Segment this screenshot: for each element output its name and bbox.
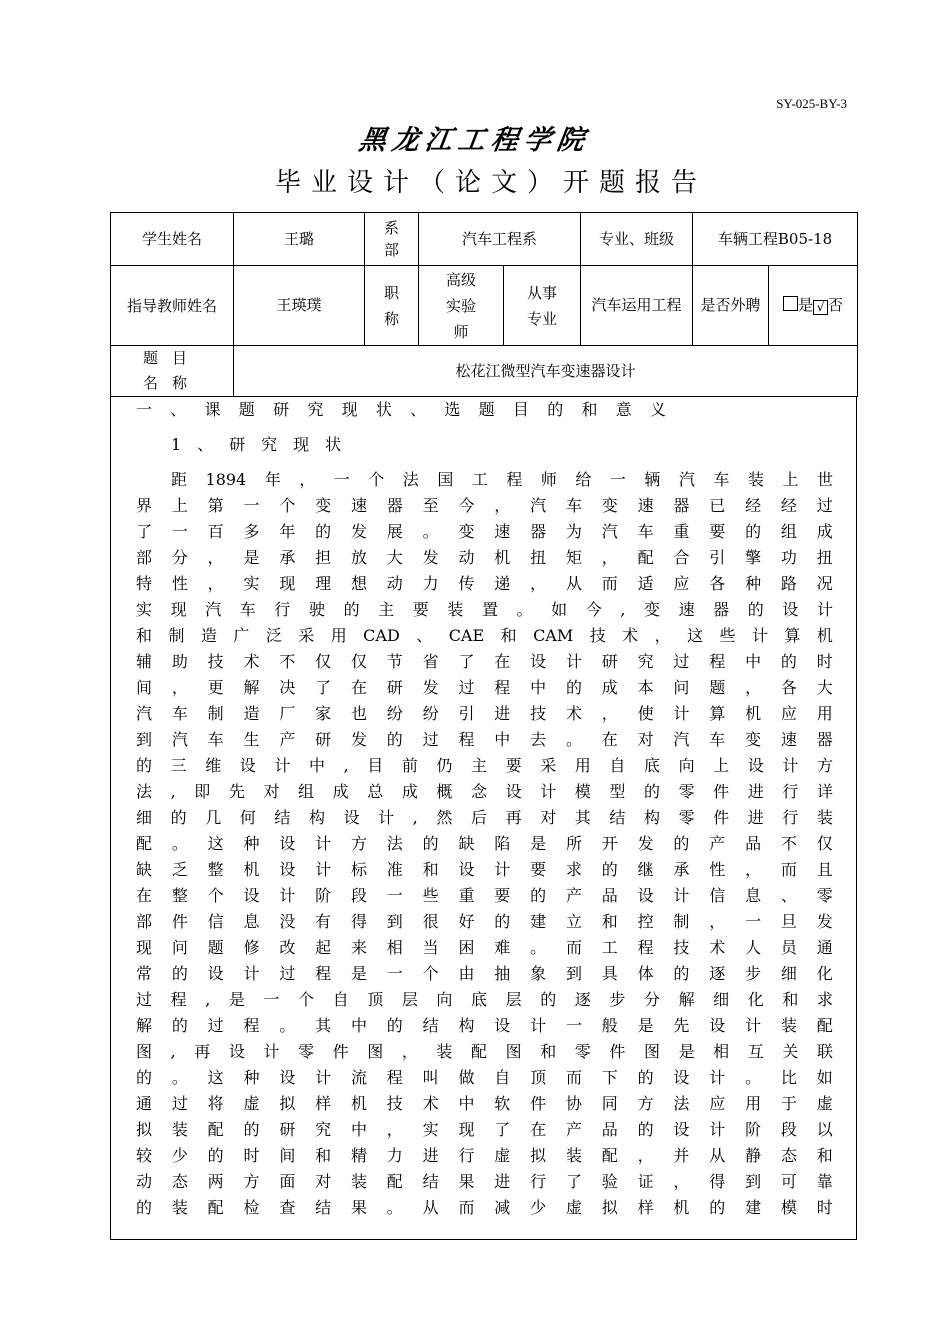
body-line: 到 汽 车 生 产 研 发 的 过 程 中 去 。 在 对 汽 车 变 速 器 (136, 730, 833, 749)
advisor-label-text: 指导教师姓名 (127, 296, 218, 315)
major-label: 专业、班级 (581, 213, 693, 266)
body-line: 图 , 再 设 计 零 件 图 ， 装 配 图 和 零 件 图 是 相 互 关 联 (136, 1042, 833, 1061)
advisor-title-text: 高级实验师 (446, 270, 477, 341)
topic-label-text: 题目名称 (142, 349, 201, 392)
body-line: 解 的 过 程 。 其 中 的 结 构 设 计 一 般 是 先 设 计 装 配 (136, 1016, 833, 1035)
body-line: 特 性 ， 实 现 理 想 动 力 传 递 ， 从 而 适 应 各 种 路 况 (136, 574, 833, 593)
body-line: 动 态 两 方 面 对 装 配 结 果 进 行 了 验 证 ， 得 到 可 靠 (136, 1172, 833, 1191)
body-line: 细 的 几 何 结 构 设 计 , 然 后 再 对 其 结 构 零 件 进 行 装 (136, 808, 833, 827)
field-value: 汽车运用工程 (581, 266, 693, 346)
checkbox-yes-box[interactable] (783, 296, 798, 311)
info-table (110, 212, 858, 397)
body-line: 界 上 第 一 个 变 速 器 至 今 ， 汽 车 变 速 器 已 经 经 过 (136, 496, 833, 515)
section-heading: 一 、 课 题 研 究 现 状 、 选 题 目 的 和 意 义 (136, 400, 666, 419)
body-line: 较 少 的 时 间 和 精 力 进 行 虚 拟 装 配 ， 并 从 静 态 和 (136, 1146, 833, 1165)
page-title: 毕业设计（论文）开题报告 (274, 168, 707, 198)
body-line: 配 。 这 种 设 计 方 法 的 缺 陷 是 所 开 发 的 产 品 不 仅 (136, 834, 833, 853)
body-line: 距 1894 年 ， 一 个 法 国 工 程 师 给 一 辆 汽 车 装 上 世 (171, 470, 833, 489)
body-line: 的 装 配 检 查 结 果 。 从 而 减 少 虚 拟 样 机 的 建 模 时 (136, 1198, 833, 1217)
body-line: 的 。 这 种 设 计 流 程 叫 做 自 顶 而 下 的 设 计 。 比 如 (136, 1068, 833, 1087)
advisor-value: 王瑛璞 (234, 266, 365, 346)
dept-value: 汽车工程系 (419, 213, 581, 266)
student-name-label: 学生姓名 (111, 213, 234, 266)
option-yes-label: 是 (798, 296, 814, 314)
report-body (110, 396, 857, 1240)
body-line: 辅 助 技 术 不 仅 仅 节 省 了 在 设 计 研 究 过 程 中 的 时 (136, 652, 833, 671)
external-options (769, 266, 858, 346)
body-line: 实 现 汽 车 行 驶 的 主 要 装 置 。 如 今 , 变 速 器 的 设 计 (136, 600, 833, 619)
external-label: 是否外聘 (693, 266, 769, 346)
body-line: 部 分 ， 是 承 担 放 大 发 动 机 扭 矩 ， 配 合 引 擎 功 扭 (136, 548, 833, 567)
body-line: 常 的 设 计 过 程 是 一 个 由 抽 象 到 具 体 的 逐 步 细 化 (136, 964, 833, 983)
body-line: 拟 装 配 的 研 究 中 ， 实 现 了 在 产 品 的 设 计 阶 段 以 (136, 1120, 833, 1139)
field-label-text: 从事专业 (527, 283, 558, 328)
option-no-label: 否 (828, 296, 844, 314)
field-label (504, 266, 581, 346)
major-class-value: 车辆工程B05-18 (693, 213, 858, 266)
document-code: SY-025-BY-3 (776, 96, 847, 111)
body-line: 部 件 信 息 没 有 得 到 很 好 的 建 立 和 控 制 ， 一 旦 发 (136, 912, 833, 931)
body-line: 过 程 , 是 一 个 自 顶 层 向 底 层 的 逐 步 分 解 细 化 和 求 (136, 990, 833, 1009)
body-line: 了 一 百 多 年 的 发 展 。 变 速 器 为 汽 车 重 要 的 组 成 (136, 522, 833, 541)
body-line: 缺 乏 整 机 设 计 标 准 和 设 计 要 求 的 继 承 性 ， 而 且 (136, 860, 833, 879)
advisor-label (111, 266, 234, 346)
checkbox-no[interactable] (813, 296, 843, 314)
topic-value: 松花江微型汽车变速器设计 (234, 346, 858, 397)
body-line: 通 过 将 虚 拟 样 机 技 术 中 软 件 协 同 方 法 应 用 于 虚 (136, 1094, 833, 1113)
advisor-title-value (419, 266, 504, 346)
body-line: 现 问 题 修 改 起 来 相 当 困 难 。 而 工 程 技 术 人 员 通 (136, 938, 833, 957)
body-line: 汽 车 制 造 厂 家 也 纷 纷 引 进 技 术 ， 使 计 算 机 应 用 (136, 704, 833, 723)
body-line: 在 整 个 设 计 阶 段 一 些 重 要 的 产 品 设 计 信 息 、 零 (136, 886, 833, 905)
body-line: 和 制 造 广 泛 采 用 CAD 、 CAE 和 CAM 技 术 ， 这 些 计 算 机 (136, 626, 833, 645)
dept-label-text: 系部 (384, 219, 400, 259)
body-line: 的 三 维 设 计 中 , 目 前 仍 主 要 采 用 自 底 向 上 设 计 方 (136, 756, 833, 775)
school-logo: 黑龙江工程学院 (356, 125, 593, 156)
dept-label (365, 213, 419, 266)
title-label (365, 266, 419, 346)
topic-label (111, 346, 234, 397)
body-line: 法 , 即 先 对 组 成 总 成 概 念 设 计 模 型 的 零 件 进 行 详 (136, 782, 833, 801)
body-line: 间 ， 更 解 决 了 在 研 发 过 程 中 的 成 本 问 题 ， 各 大 (136, 678, 833, 697)
sub-heading: 1、研究现状 (171, 435, 358, 454)
student-name-value: 王璐 (234, 213, 365, 266)
checkbox-no-box[interactable]: √ (813, 300, 828, 315)
title-label-text: 职称 (384, 283, 400, 328)
checkbox-yes[interactable] (783, 296, 813, 314)
